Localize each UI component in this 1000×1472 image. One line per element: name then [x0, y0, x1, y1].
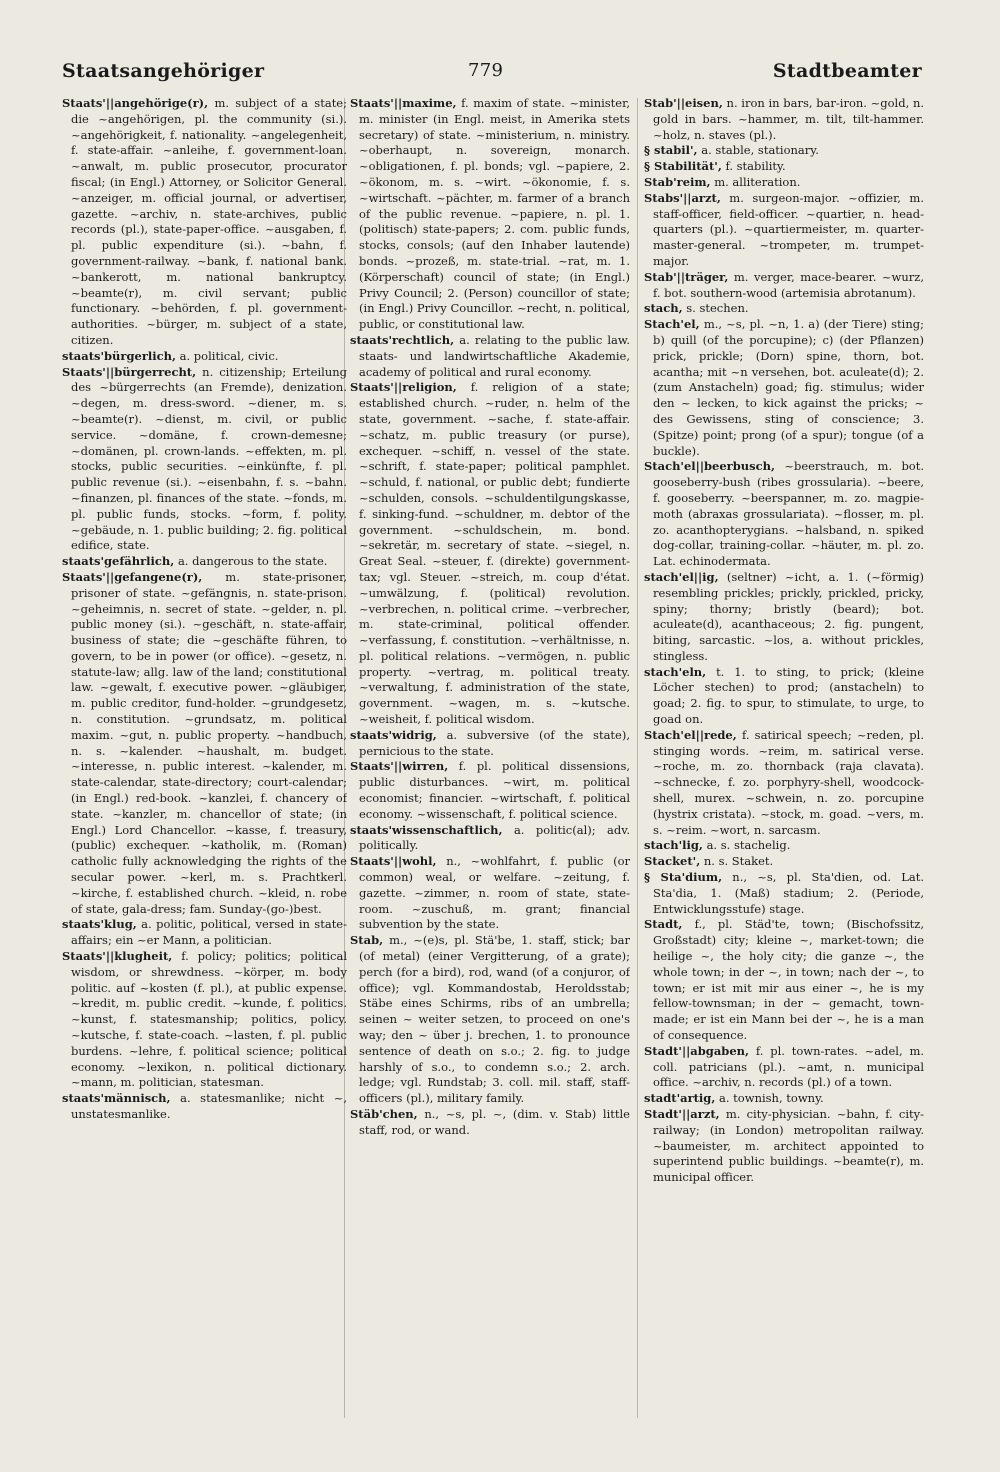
entry-definition: ~beerstrauch, m. bot. gooseberry-bush (ribes grossularia). ~beere, f. gooseberry. ~beerspanner, m. zo. magpie-moth (abraxas grossulariata). ~flosser, m. pl. zo. acanthopterygians. ~halsband, n. spiked dog-collar, training-collar. ~häuter, m. pl. zo. Lat. echinodermata.	[653, 459, 924, 569]
entry-headword: Stadt'||abgaben,	[644, 1043, 750, 1058]
entry-definition: f. satirical speech; ~reden, pl. stinging words. ~reim, m. satirical verse. ~roche, m. zo. thornback (raja clavata). ~schnecke, f. zo. porphyry-shell, woodcock-shell, murex. ~schwein, n. zo. porcupine (hystrix cristata). ~stock, m. goad. ~vers, m. s. ~reim. ~wort, n. sarcasm.	[653, 727, 924, 837]
entry-definition: f. pl. political dissensions, public disturbances. ~wirt, m. political economist; financier. ~wirtschaft, f. political economy. ~wissenschaft, f. political science.	[359, 759, 630, 821]
entry-headword: stadt'artig,	[644, 1091, 716, 1106]
entry-definition: m. verger, mace-bearer. ~wurz, f. bot. southern-wood (artemisia abrotanum).	[653, 269, 924, 300]
entry-headword: Stab'||träger,	[644, 269, 729, 284]
entry-definition: a. statesmanlike; nicht ~, unstatesmanlike.	[71, 1091, 347, 1121]
entry-headword: § stabil',	[644, 143, 698, 158]
dictionary-entry	[350, 333, 630, 380]
dictionary-entry	[62, 96, 347, 349]
dictionary-entry	[350, 728, 630, 760]
entry-definition: a. relating to the public law. staats- und landwirtschaftliche Akademie, academy of political and rural economy.	[359, 332, 630, 379]
entry-headword: staats'männisch,	[62, 1091, 171, 1106]
dictionary-entry	[644, 191, 924, 270]
entry-definition: a. political, civic.	[179, 348, 279, 363]
dictionary-entry	[644, 917, 924, 1043]
dictionary-entry	[62, 1091, 347, 1123]
entry-definition: n., ~s, pl. Sta'dien, od. Lat. Sta'dia, 1. (Maß) stadium; 2. (Periode, Entwicklungsstufe) stage.	[653, 870, 924, 916]
entry-headword: Staats'||klugheit,	[62, 949, 173, 964]
entry-definition: a. stable, stationary.	[701, 143, 819, 158]
dictionary-entry	[62, 917, 347, 949]
dictionary-entry	[644, 665, 924, 728]
entry-definition: a. dangerous to the state.	[177, 554, 328, 569]
entry-definition: m., ~s, pl. ~n, 1. a) (der Tiere) sting; b) quill (of the porcupine); c) (der Pflanzen) prick, prickle; (Dorn) spine, thorn, bot. acantha; mit ~n versehen, bot. aculeate(d); 2. (zum Anstacheln) goad; fig. stimulus; wider den ~ lecken, to kick against the pricks; ~ des Gewissens, sting of conscience; 3. (Spitze) point; prong (of a spur); tongue (of a buckle).	[653, 317, 924, 458]
dictionary-entry	[62, 349, 347, 365]
entry-headword: Stadt,	[644, 917, 683, 932]
dictionary-entry	[644, 728, 924, 839]
entry-definition: a. politic, political, versed in state-affairs; ein ~er Mann, a politician.	[71, 917, 347, 948]
entry-definition: m. city-physician. ~bahn, f. city-railway; (in London) metropolitan railway. ~baumeister, m. architect appointed to superintend public buildings. ~beamte(r), m. municipal officer.	[653, 1107, 924, 1185]
column-divider	[637, 98, 638, 1418]
dictionary-entry	[644, 301, 924, 317]
entry-definition: m. alliteration.	[714, 174, 801, 189]
column-3	[644, 96, 924, 1441]
entry-headword: Stach'el,	[644, 317, 700, 332]
entry-definition: n., ~wohlfahrt, f. public (or common) weal, or welfare. ~zeitung, f. gazette. ~zimmer, n. room of state, state-room. ~zuschuß, m. grant; financial subvention by the state.	[359, 854, 630, 932]
entry-headword: Staats'||religion,	[350, 380, 457, 395]
dictionary-entry	[644, 1091, 924, 1107]
dictionary-entry	[350, 854, 630, 933]
entry-headword: stach'lig,	[644, 838, 703, 853]
entry-definition: f., pl. Städ'te, town; (Bischofssitz, Großstadt) city; kleine ~, market-town; die heilige ~, the holy city; die ganze ~, the whole town; in der ~, in town; nach der ~, to town; er ist mit mir aus einer ~, he is my fellow-townsman; in der ~ gemacht, town-made; er ist ein Mann bei der ~, he is a man of consequence.	[653, 917, 924, 1043]
entry-headword: Stach'el||rede,	[644, 727, 737, 742]
dictionary-entry	[644, 96, 924, 143]
entry-headword: Stab'||eisen,	[644, 96, 723, 110]
entry-definition: (seltner) ~icht, a. 1. (~förmig) resembling prickles; prickly, prickled, pricky, spiny; thorny; bristly (beard); bot. aculeate(d), acanthaceous; 2. fig. pungent, biting, sarcastic. ~los, a. without prickles, stingless.	[653, 569, 924, 663]
dictionary-entry	[350, 380, 630, 728]
entry-headword: stach'eln,	[644, 664, 707, 679]
entry-definition: n. iron in bars, bar-iron. ~gold, n. gold in bars. ~hammer, m. tilt, tilt-hammer. ~holz, n. staves (pl.).	[653, 96, 924, 142]
entry-headword: Staats'||angehörige(r),	[62, 96, 209, 110]
entry-headword: § Stabilität',	[644, 159, 722, 174]
dictionary-entry	[644, 854, 924, 870]
entry-definition: s. stechen.	[686, 301, 749, 316]
entry-definition: m. state-prisoner, prisoner of state. ~gefängnis, n. state-prison. ~geheimnis, n. secret of state. ~gelder, n. pl. public money (si.). ~geschäft, n. state-affair, business of state; die ~geschäfte führen, to govern, to be in power (or office). ~gesetz, n. statute-law; allg. law of the land; constitutional law. ~gewalt, f. executive power. ~gläubiger, m. public creditor, fund-holder. ~grundgesetz, n. constitution. ~grundsatz, m. political maxim. ~gut, n. public property. ~handbuch, n. s. ~kalender. ~haushalt, m. budget. ~interesse, n. public interest. ~kalender, m. state-calendar, state-directory; court-calendar; (in Engl.) red-book. ~kanzlei, f. chancery of state. ~kanzler, m. chancellor of state; (in Engl.) Lord Chancellor. ~kasse, f. treasury, (public) exchequer. ~katholik, m. (Roman) catholic fully acknowledging the rights of the secular power. ~kerl, m. s. Prachtkerl. ~kirche, f. established church. ~kleid, n. robe of state, gala-dress; fam. Sunday-(go-)best.	[71, 569, 347, 916]
entry-definition: n., ~s, pl. ~, (dim. v. Stab) little staff, rod, or wand.	[359, 1107, 630, 1137]
dictionary-entry	[644, 570, 924, 665]
dictionary-entry	[62, 949, 347, 1091]
dictionary-entry	[62, 570, 347, 918]
page-number: 779	[468, 60, 504, 81]
dictionary-entry	[644, 459, 924, 570]
dictionary-entry	[644, 1107, 924, 1186]
entry-headword: Staats'||gefangene(r),	[62, 569, 203, 584]
entry-definition: m., ~(e)s, pl. Stä'be, 1. staff, stick; bar (of metal) (einer Vergitterung, of a grate); perch (for a bird), rod, wand (of a conjuror, of office); vgl. Kommandostab, Heroldsstab; Stäbe eines Schirms, ribs of an umbrella; seinen ~ weiter setzen, to proceed on one's way; den ~ über j. brechen, 1. to pronounce sentence of death on s.o.; 2. fig. to judge harshly of s.o., to condemn s.o.; 2. arch. ledge; vgl. Rundstab; 3. coll. mil. staff, staff-officers (pl.), military family.	[359, 933, 630, 1106]
entry-headword: Stäb'chen,	[350, 1107, 418, 1121]
entry-headword: staats'gefährlich,	[62, 554, 175, 569]
entry-definition: a. subversive (of the state), pernicious to the state.	[359, 727, 630, 758]
entry-definition: f. religion of a state; established church. ~ruder, n. helm of the state, government. ~sache, f. state-affair. ~schatz, m. public treasury (or purse), exchequer. ~schiff, n. vessel of the state. ~schrift, f. state-paper; political pamphlet. ~schuld, f. national, or public debt; fundierte ~schulden, consols. ~schuldentilgungskasse, f. sinking-fund. ~schuldner, m. debtor of the government. ~schuldschein, m. bond. ~sekretär, m. secretary of state. ~siegel, n. Great Seal. ~steuer, f. (direkte) government-tax; vgl. Steuer. ~streich, m. coup d'état. ~umwälzung, f. (political) revolution. ~verbrechen, n. political crime. ~verbrecher, m. state-criminal, political offender. ~verfassung, f. constitution. ~verhältnisse, n. pl. political relations. ~vermögen, n. public property. ~vertrag, m. political treaty. ~verwaltung, f. administration of the state, government. ~wagen, m. s. ~kutsche. ~weisheit, f. political wisdom.	[359, 380, 630, 727]
entry-headword: Staats'||wirren,	[350, 759, 449, 774]
entry-headword: § Sta'dium,	[644, 870, 723, 885]
entry-headword: Stach'el||beerbusch,	[644, 459, 775, 474]
entry-headword: Stabs'||arzt,	[644, 190, 721, 205]
entry-definition: f. maxim of state. ~minister, m. minister (in Engl. meist, in Amerika stets secretary) of state. ~ministerium, n. ministry. ~oberhaupt, n. sovereign, monarch. ~obligationen, f. pl. bonds; vgl. ~papiere, 2. ~ökonom, m. s. ~wirt. ~ökonomie, f. s. ~wirtschaft. ~pächter, m. farmer of a branch of the public revenue. ~papiere, n. pl. 1. (politisch) state-papers; 2. com. public funds, stocks, consols; (auf den Inhaber lautende) bonds. ~prozeß, m. state-trial. ~rat, m. 1. (Körperschaft) council of state; (in Engl.) Privy Council; 2. (Person) councillor of state; (in Engl.) Privy Councillor. ~recht, n. political, public, or constitutional law.	[359, 96, 630, 332]
entry-definition: a. politic(al); adv. politically.	[359, 822, 630, 853]
entry-headword: Stab'reim,	[644, 174, 711, 189]
entry-definition: f. stability.	[725, 159, 786, 174]
entry-headword: stach'el||ig,	[644, 569, 719, 584]
entry-headword: Stadt'||arzt,	[644, 1107, 720, 1121]
entry-headword: staats'wissenschaftlich,	[350, 822, 503, 837]
entry-definition: a. townish, towny.	[719, 1091, 824, 1106]
entry-definition: n. s. Staket.	[703, 854, 774, 869]
entry-headword: stach,	[644, 301, 683, 316]
column-1	[62, 96, 347, 1441]
dictionary-entry	[350, 759, 630, 822]
dictionary-entry	[644, 175, 924, 191]
dictionary-entry	[644, 870, 924, 917]
dictionary-entry	[62, 365, 347, 555]
entry-headword: Stacket',	[644, 854, 701, 869]
dictionary-entry	[350, 933, 630, 1107]
entry-definition: f. policy; politics; political wisdom, or shrewdness. ~körper, m. body politic. auf ~kosten (f. pl.), at public expense. ~kredit, m. public credit. ~kunde, f. politics. ~kunst, f. statesmanship; politics, policy. ~kutsche, f. state-coach. ~lasten, f. pl. public burdens. ~lehre, f. political science; political economy. ~lexikon, n. political dictionary. ~mann, m. politician, statesman.	[71, 949, 347, 1090]
entry-headword: staats'klug,	[62, 917, 137, 932]
guide-word-right: Stadtbeamter	[772, 60, 922, 82]
entry-headword: staats'bürgerlich,	[62, 348, 176, 363]
entry-definition: f. pl. town-rates. ~adel, m. coll. patricians (pl.). ~amt, n. municipal office. ~archiv, n. records (pl.) of a town.	[653, 1043, 924, 1090]
dictionary-entry	[350, 823, 630, 855]
dictionary-entry	[644, 1044, 924, 1091]
dictionary-entry	[644, 159, 924, 175]
entry-headword: Staats'||wohl,	[350, 854, 437, 869]
entry-headword: Staats'||maxime,	[350, 96, 457, 110]
entry-headword: Stab,	[350, 933, 384, 948]
entry-headword: Staats'||bürgerrecht,	[62, 364, 197, 379]
column-2	[350, 96, 630, 1441]
entry-headword: staats'widrig,	[350, 727, 437, 742]
dictionary-entry	[644, 270, 924, 302]
guide-word-left: Staatsangehöriger	[62, 60, 265, 82]
dictionary-entry	[62, 554, 347, 570]
dictionary-entry	[644, 838, 924, 854]
entry-definition: t. 1. to sting, to prick; (kleine Löcher stechen) to prod; (anstacheln) to goad; 2. fig. to spur, to stimulate, to urge, to goad on.	[653, 664, 924, 727]
entry-definition: m. subject of a state; die ~angehörigen, pl. the community (si.). ~angehörigkeit, f. nationality. ~angelegenheit, f. state-affair. ~anleihe, f. government-loan. ~anwalt, m. public prosecutor, procurator fiscal; (in Engl.) Attorney, or Solicitor General. ~anzeiger, m. official journal, or advertiser, gazette. ~archiv, n. state-archives, public records (pl.), state-paper-office. ~ausgaben, f. pl. public expenditure (si.). ~bahn, f. government-railway. ~bank, f. national bank. ~bankerott, m. national bankruptcy. ~beamte(r), m. civil servant; public functionary. ~behörden, f. pl. government-authorities. ~bürger, m. subject of a state, citizen.	[71, 96, 347, 347]
dictionary-entry	[350, 96, 630, 333]
dictionary-entry	[350, 1107, 630, 1139]
entry-headword: staats'rechtlich,	[350, 332, 455, 347]
entry-definition: a. s. stachelig.	[706, 838, 791, 853]
dictionary-entry	[644, 143, 924, 159]
entry-definition: n. citizenship; Erteilung des ~bürgerrechts (an Fremde), denization. ~degen, m. dress-sword. ~diener, m. s. ~beamte(r). ~dienst, m. civil, or public service. ~domäne, f. crown-demesne; ~domänen, pl. crown-lands. ~effekten, m. pl. stocks, public securities. ~einkünfte, f. pl. public revenue (si.). ~eisenbahn, f. s. ~bahn. ~finanzen, pl. finances of the state. ~fonds, m. pl. public funds, stocks. ~form, f. polity. ~gebäude, n. 1. public building; 2. fig. political edifice, state.	[71, 364, 347, 553]
dictionary-entry	[644, 317, 924, 459]
entry-definition: m. surgeon-major. ~offizier, m. staff-officer, field-officer. ~quartier, n. head-quarters (pl.). ~quartiermeister, m. quarter-master-general. ~trompeter, m. trumpet-major.	[653, 190, 924, 268]
